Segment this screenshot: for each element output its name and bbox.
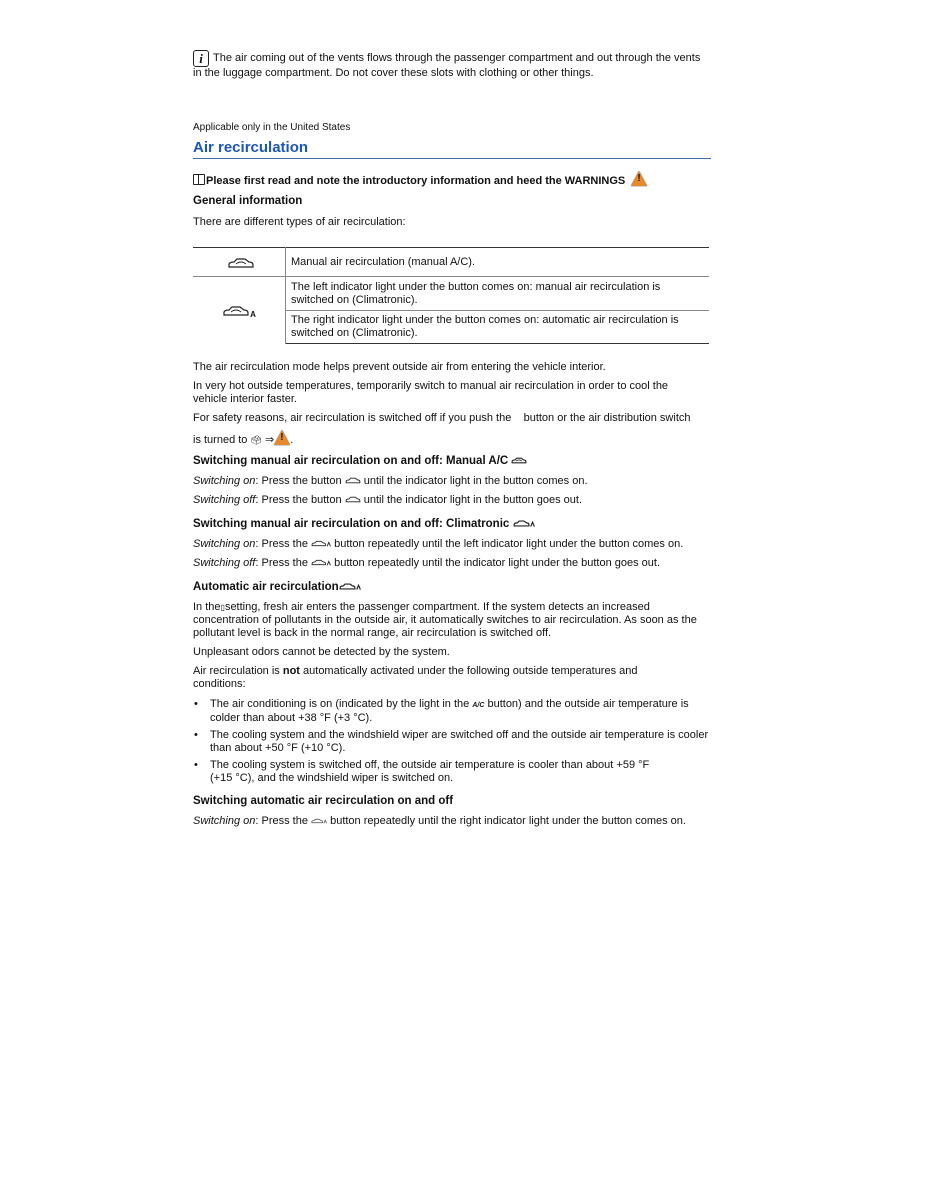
auto-label: A (250, 309, 256, 319)
manual-ac-off-text: until the indicator light in the button goes out. (363, 494, 583, 506)
general-info-text: There are different types of air recirculation: (193, 216, 406, 228)
climatronic-off (193, 557, 713, 569)
warning-icon (631, 171, 647, 186)
automatic-p1 (193, 601, 703, 640)
recirculation-icon (345, 476, 361, 485)
switching-on-label: Switching on (193, 538, 256, 550)
manual-ac-off (193, 494, 713, 506)
manual-ac-off-text: : Press the button (255, 494, 342, 506)
paragraph-3-arrow: ⇒ (264, 434, 275, 446)
switching-off-label: Switching off (193, 494, 256, 506)
climatronic-on-text: button repeatedly until the left indicator light under the button comes on. (334, 538, 684, 550)
manual-ac-title-text: Switching manual air recirculation on and off: Manual A/C (193, 455, 509, 467)
conditions-list (193, 698, 709, 785)
info-note-text: The air coming out of the vents flows through the passenger compartment and out through the vents in the luggage compartment. Do not cover these slots with clothing or other things. (193, 52, 701, 79)
manual-ac-on (193, 475, 713, 487)
paragraph-3-part: button or the air distribution switch (523, 412, 691, 424)
general-info-title: General information (193, 195, 303, 207)
recirculation-auto-icon (513, 519, 535, 528)
switching-on-label: Switching on (193, 815, 256, 827)
table-cell: The right indicator light under the button comes on: automatic air recirculation is switched on (Climatronic). (286, 311, 710, 344)
recirculation-icon (227, 257, 251, 267)
intro-line-text: Please first read and note the introductory information and heed the WARNINGS (206, 175, 626, 187)
climatronic-title (193, 518, 713, 530)
automatic-p3-emphasis: not (282, 665, 300, 677)
recirculation-table (193, 247, 709, 344)
auto-switch-on-text: : Press the (255, 815, 308, 827)
climatronic-off-text: : Press the (255, 557, 308, 569)
automatic-p3-text: automatically activated under the following outside temperatures and conditions: (193, 665, 638, 690)
table-icon-cell (193, 277, 286, 344)
intro-line (193, 171, 713, 187)
table-icon-cell (193, 248, 286, 277)
recirculation-auto-icon (311, 539, 331, 548)
defrost-icon: 🗳 (250, 435, 262, 445)
switching-on-label: Switching on (193, 475, 256, 487)
auto-switch-on (193, 815, 713, 827)
paragraph-3-cont (193, 430, 713, 446)
warning-icon (274, 430, 290, 445)
table-row (193, 277, 709, 311)
automatic-title-text: Automatic air recirculation (193, 581, 339, 593)
manual-ac-title (193, 455, 713, 467)
auto-switch-title: Switching automatic air recirculation on and off (193, 795, 454, 807)
list-item: • The cooling system and the windshield wiper are switched off and the outside air temperature is cooler than about +50 °F (+10 °C). (193, 729, 709, 755)
book-icon (193, 174, 205, 185)
recirculation-auto-icon (220, 305, 258, 319)
automatic-title (193, 581, 713, 593)
list-item (193, 698, 709, 725)
climatronic-title-text: Switching manual air recirculation on and off: Climatronic (193, 518, 510, 530)
table-cell: Manual air recirculation (manual A/C). (286, 248, 710, 277)
recirculation-icon (345, 495, 361, 504)
recirculation-auto-icon (311, 558, 331, 567)
automatic-p2: Unpleasant odors cannot be detected by the system. (193, 646, 450, 658)
info-icon: i (193, 50, 209, 67)
ac-icon: A/C (472, 702, 485, 709)
auto-switch-on-text: button repeatedly until the right indicator light under the button comes on. (330, 815, 686, 827)
list-item-text: The air conditioning is on (indicated by the light in the (210, 698, 470, 710)
recirculation-auto-icon (339, 582, 361, 591)
recirculation-icon (511, 456, 527, 465)
table-cell: The left indicator light under the button comes on: manual air recirculation is switched on (Climatronic). (286, 277, 710, 311)
manual-ac-on-text: : Press the button (255, 475, 342, 487)
automatic-p3-text: Air recirculation is (193, 665, 283, 677)
climatronic-on (193, 538, 713, 550)
list-item: • The cooling system is switched off, the outside air temperature is cooler than about +59 °F (+15 °C), and the windshield wiper is switched on. (193, 759, 670, 785)
table-row (193, 248, 709, 277)
info-note (193, 50, 709, 80)
paragraph-3-part: For safety reasons, air recirculation is switched off if you push the (193, 412, 512, 424)
paragraph-1: The air recirculation mode helps prevent outside air from entering the vehicle interior. (193, 361, 606, 373)
climatronic-on-text: : Press the (255, 538, 308, 550)
automatic-p1-text: setting, fresh air enters the passenger compartment. If the system detects an increased concentration of pollutants in the outside air, it automatically switches to air recirculation. As soon as the pollutant level is back in the normal range, air recirculation is switched off. (193, 601, 697, 639)
automatic-p1-text: In the (193, 601, 221, 613)
recirculation-auto-icon (311, 817, 327, 825)
automatic-p3 (193, 665, 673, 691)
paragraph-3-part: . (290, 434, 294, 446)
applicability-note: Applicable only in the United States (193, 122, 351, 133)
list-item-text: button) and the outside air temperature is colder than about +38 °F (+3 °C). (210, 698, 689, 724)
section-heading: Air recirculation (193, 139, 711, 159)
paragraph-3-part: is turned to (193, 434, 248, 446)
fresh-air-icon: ▯ (220, 603, 225, 612)
switching-off-label: Switching off (193, 557, 256, 569)
paragraph-2: In very hot outside temperatures, temporarily switch to manual air recirculation in order to cool the vehicle interior faster. (193, 380, 669, 405)
climatronic-off-text: button repeatedly until the indicator light under the button goes out. (334, 557, 661, 569)
paragraph-3 (193, 412, 713, 425)
manual-ac-on-text: until the indicator light in the button comes on. (363, 475, 588, 487)
